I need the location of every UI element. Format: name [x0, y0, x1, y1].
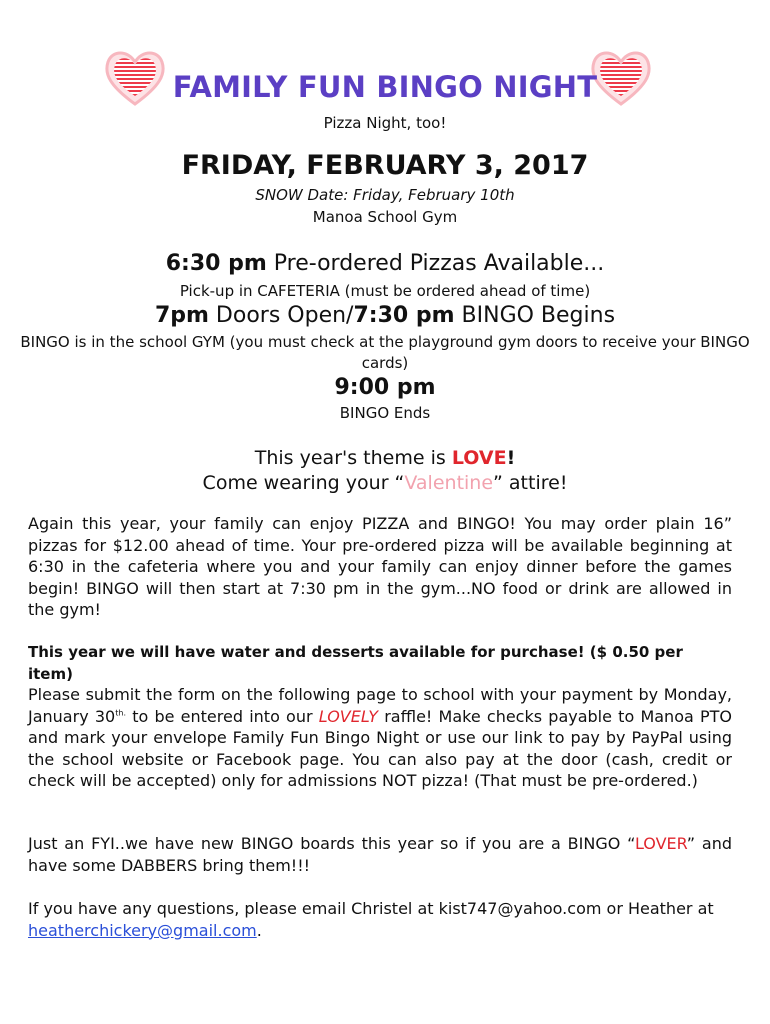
bingo-time: 7:30 pm — [353, 303, 455, 328]
boards-lover: LOVER — [634, 834, 687, 853]
theme-love: LOVE — [451, 447, 507, 469]
payment-lovely: LOVELY — [318, 706, 379, 726]
paragraph-payment — [28, 684, 732, 792]
attire-valentine: Valentine — [404, 472, 494, 494]
schedule-doors — [20, 303, 750, 328]
end-time: 9:00 pm — [334, 375, 436, 400]
payment-text-a: Please submit the form on the following page to school with your payment by Monday, January 30 — [28, 685, 732, 726]
paragraph-contact — [28, 898, 732, 941]
attire-line — [20, 472, 750, 494]
schedule-pizza-note: Pick-up in CAFETERIA (must be ordered ahead of time) — [179, 282, 591, 300]
paragraph-desserts: This year we will have water and desserts available for purchase! ($ 0.50 per item) — [28, 643, 683, 683]
payment-sup: th. — [115, 708, 126, 718]
bingo-text: BINGO Begins — [454, 303, 616, 328]
contact-text-b: . — [256, 920, 262, 940]
payment-text-b: to be entered into our — [125, 706, 319, 726]
snow-date: SNOW Date: Friday, February 10th — [255, 186, 515, 204]
theme-line — [20, 447, 750, 469]
doors-text: Doors Open/ — [208, 303, 354, 328]
end-text: BINGO Ends — [339, 404, 431, 422]
email-link[interactable]: heatherchickery@gmail.com — [28, 920, 257, 940]
location: Manoa School Gym — [312, 208, 458, 226]
doors-time: 7pm — [154, 303, 209, 328]
subtitle: Pizza Night, too! — [323, 114, 447, 132]
attire-pre: Come wearing your “ — [202, 472, 405, 494]
payment-text-c: raffle! Make checks payable to Manoa PTO and mark your envelope Family Fun Bingo Night or use our link to pay by PayPal using the school website or Facebook page. You can also pay at the door (cash, credit or check will be accepted) only for admissions NOT pizza! (That must be pre-ordered.) — [28, 706, 733, 790]
pizza-time: 6:30 pm — [165, 251, 267, 276]
attire-post: ” attire! — [493, 472, 568, 494]
theme-pre: This year's theme is — [254, 447, 452, 469]
pizza-text: Pre-ordered Pizzas Available... — [266, 251, 605, 276]
contact-text-a: If you have any questions, please email Christel at kist747@yahoo.com or Heather at — [28, 899, 714, 918]
boards-text-b: ” and have some DABBERS bring them!!! — [28, 834, 732, 875]
boards-text-a: Just an FYI..we have new BINGO boards this year so if you are a BINGO “ — [28, 834, 635, 853]
page-title: FAMILY FUN BINGO NIGHT — [172, 70, 598, 104]
paragraph-boards — [28, 833, 732, 876]
schedule-pizza — [20, 251, 750, 276]
theme-post: ! — [506, 447, 516, 469]
schedule-bingo-note: BINGO is in the school GYM (you must check at the playground gym doors to receive your BINGO cards) — [20, 333, 750, 372]
paragraph-intro: Again this year, your family can enjoy PIZZA and BINGO! You may order plain 16” pizzas for $12.00 ahead of time. Your pre-ordered pizza will be available beginning at 6:30 in the cafeteria where you and your family can enjoy dinner before the games begin! BINGO will then start at 7:30 pm in the gym...NO food or drink are allowed in the gym! — [28, 514, 732, 619]
event-date: FRIDAY, FEBRUARY 3, 2017 — [181, 150, 589, 181]
